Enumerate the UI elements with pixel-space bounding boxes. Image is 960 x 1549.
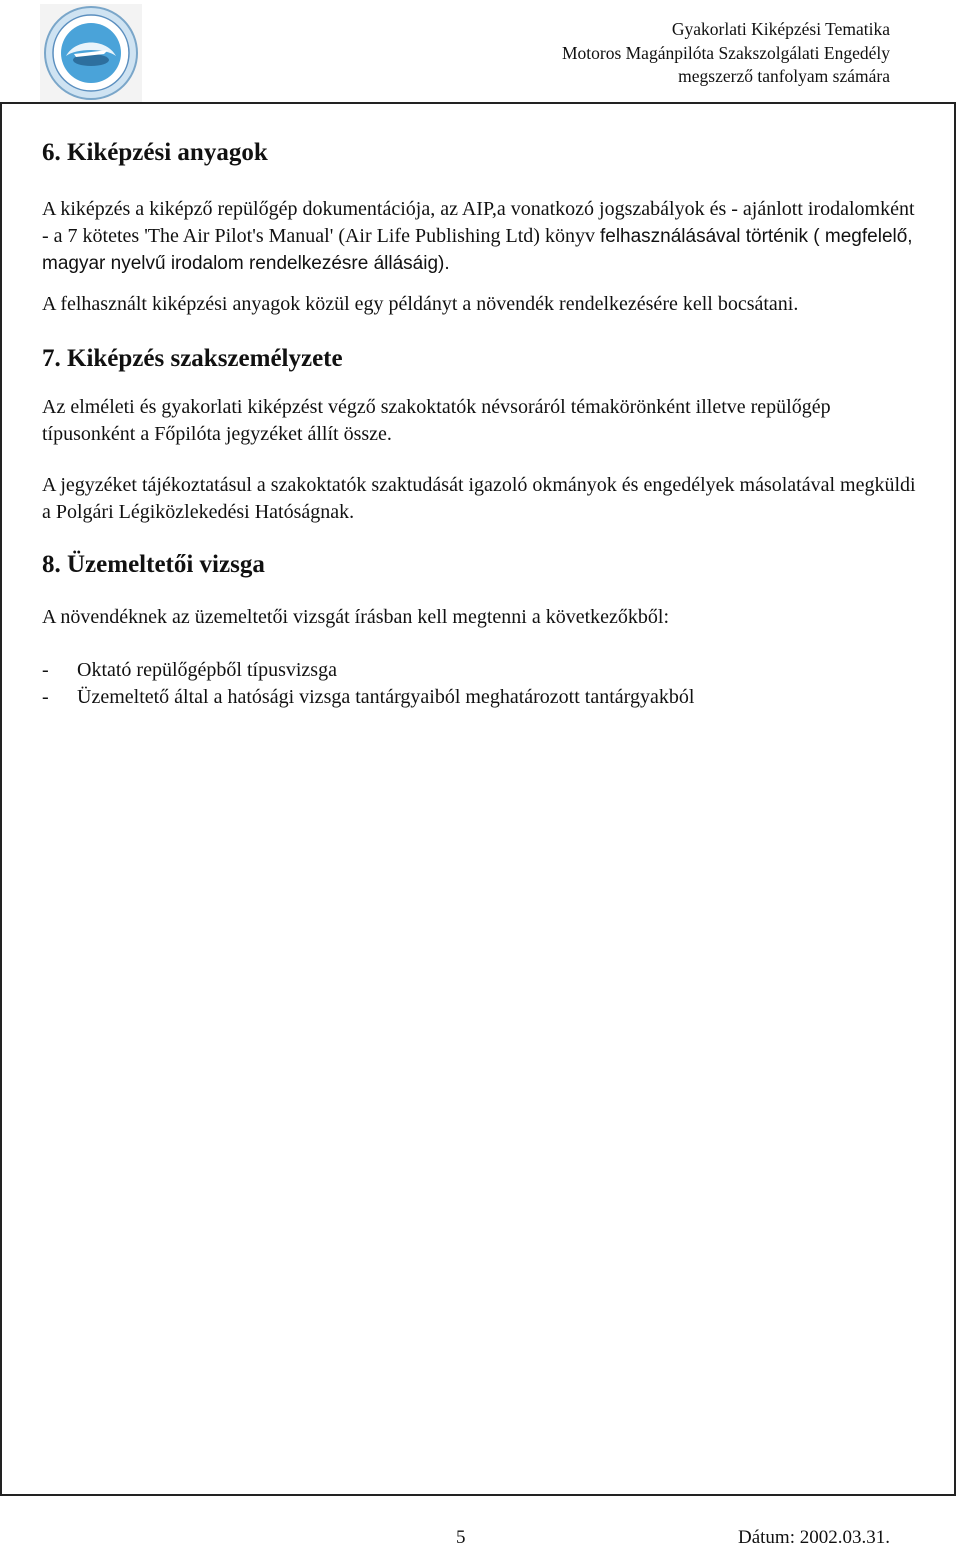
section-6-paragraph-2: A felhasznált kiképzési anyagok közül egy példányt a növendék rendelkezésére kell bocsátani. bbox=[42, 293, 799, 315]
document-date: Dátum: 2002.03.31. bbox=[738, 1527, 890, 1548]
section-6-title: 6. Kiképzési anyagok bbox=[42, 139, 268, 166]
organization-seal-icon bbox=[40, 4, 142, 102]
section-6-paragraph-1-sans: felhasználásával történik ( megfelelő, magyar nyelvű irodalom rendelkezésre állásáig). bbox=[42, 226, 913, 274]
section-7-title: 7. Kiképzés szakszemélyzete bbox=[42, 345, 343, 372]
header-line-3: megszerző tanfolyam számára bbox=[678, 66, 890, 86]
section-8-title: 8. Üzemeltetői vizsga bbox=[42, 551, 265, 578]
running-header bbox=[562, 18, 890, 89]
exam-list bbox=[42, 657, 922, 711]
list-item-text: Oktató repülőgépből típusvizsga bbox=[77, 659, 337, 681]
list-item: - Oktató repülőgépből típusvizsga bbox=[42, 657, 922, 684]
section-7-paragraph-2: A jegyzéket tájékoztatásul a szakoktatók szaktudását igazoló okmányok és engedélyek másolatával megküldi a Polgári Légiközlekedési Hatóságnak. bbox=[42, 474, 916, 523]
header-line-1: Gyakorlati Kiképzési Tematika bbox=[671, 19, 890, 39]
section-6-paragraph-1-serif: A kiképzés a kiképző repülőgép dokumentációja, az AIP,a vonatkozó jogszabályok és - ajánlott irodalomként - a 7 kötetes 'The Air Pilot's Manual' (Air Life Publishing Ltd) könyv bbox=[42, 198, 915, 247]
list-item: - Üzemeltető által a hatósági vizsga tantárgyaiból meghatározott tantárgyakból bbox=[42, 684, 922, 711]
section-8-paragraph-1: A növendéknek az üzemeltetői vizsgát írásban kell megtenni a következőkből: bbox=[42, 606, 670, 628]
page-number: 5 bbox=[456, 1527, 466, 1548]
list-item-text: Üzemeltető által a hatósági vizsga tantárgyaiból meghatározott tantárgyakból bbox=[77, 686, 695, 708]
header-line-2: Motoros Magánpilóta Szakszolgálati Engedély bbox=[561, 42, 890, 63]
document-body bbox=[42, 138, 922, 711]
section-6-paragraph-1 bbox=[42, 196, 922, 277]
section-7-paragraph-1: Az elméleti és gyakorlati kiképzést végző szakoktatók névsoráról témakörönként illetve repülőgép típusonként a Főpilóta jegyzéket állít össze. bbox=[42, 396, 831, 445]
